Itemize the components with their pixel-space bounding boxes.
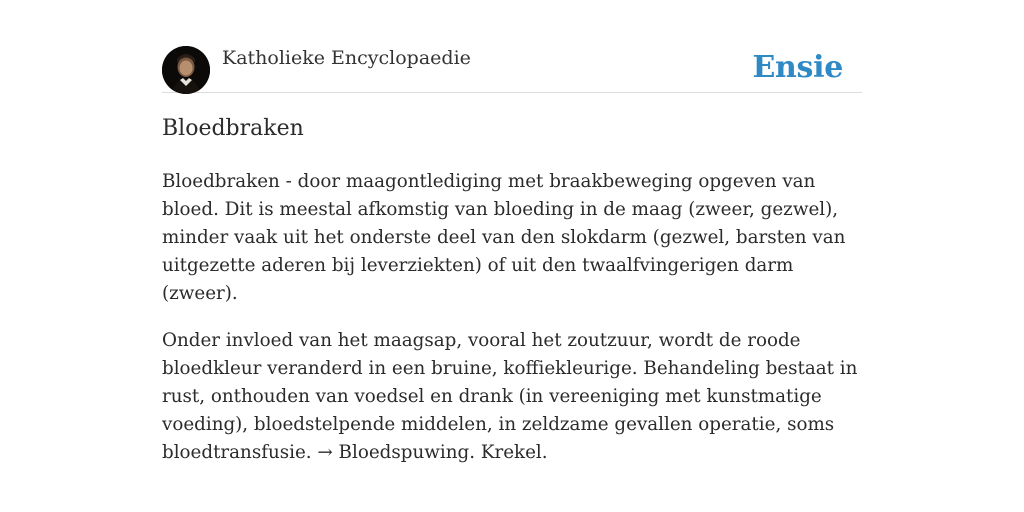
article-header xyxy=(162,46,862,93)
paragraph: Onder invloed van het maagsap, vooral het zoutzuur, wordt de roode bloedkleur veranderd in een bruine, koffiekleurige. Behandeling bestaat in rust, onthouden van voedsel en drank (in vereeniging met kunstmatige voeding), bloedstelpende middelen, in zeldzame gevallen operatie, soms bloedtransfusie. → Bloedspuwing. Krekel. xyxy=(162,330,858,463)
ensie-logo[interactable]: Ensie xyxy=(752,50,843,85)
paragraph: Bloedbraken - door maagontlediging met braakbeweging opgeven van bloed. Dit is meestal afkomstig van bloeding in de maag (zweer, gezwel), minder vaak uit het onderste deel van den slokdarm (gezwel, barsten van uitgezette aderen bij leverziekten) of uit den twaalfvingerigen darm (zweer). xyxy=(162,171,846,304)
article-body xyxy=(162,168,862,486)
portrait-icon[interactable] xyxy=(162,46,210,94)
encyclopedia-name[interactable]: Katholieke Encyclopaedie xyxy=(222,47,471,69)
article-page xyxy=(162,0,862,512)
page-title: Bloedbraken xyxy=(162,116,304,141)
